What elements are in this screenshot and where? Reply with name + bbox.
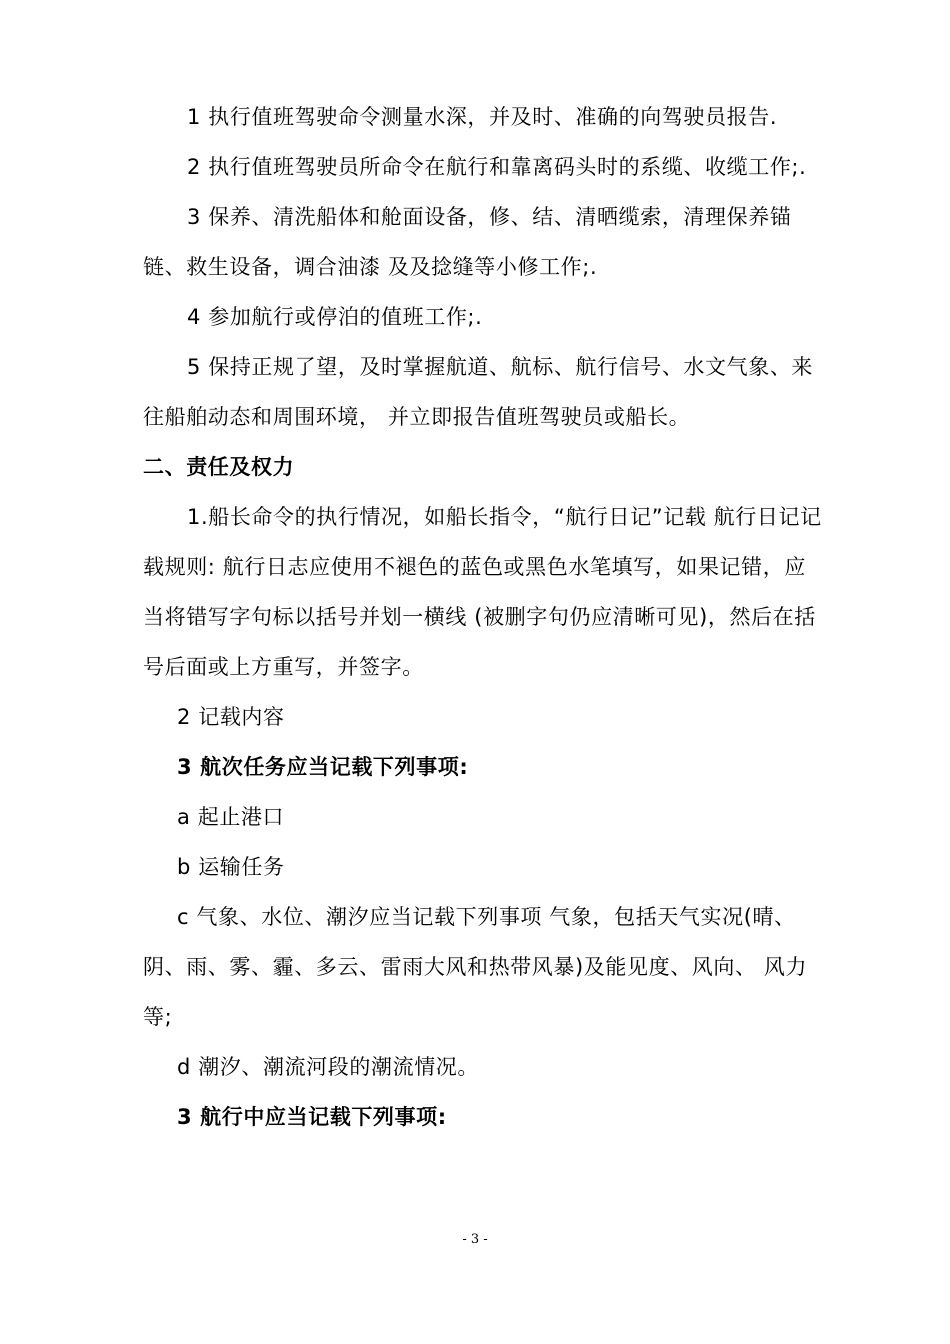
paragraph-duty-1: 1 执行值班驾驶命令测量水深，并及时、准确的向驾驶员报告. [187, 105, 778, 129]
paragraph-log-rules: 1.船长命令的执行情况，如船长指令，“航行日记”记载 航行日记记载规则: 航行日志应使用不褪色的蓝色或黑色水笔填写，如果记错，应当将错写字句标以括号并划一横线 (被删字句仍应清晰可见)，然后在括号后面或上方重写，并签字。 [143, 505, 822, 679]
paragraph-duty-5: 5 保持正规了望，及时掌握航道、航标、航行信号、水文气象、来往船舶动态和周围环境， 并立即报告值班驾驶员或船长。 [143, 355, 814, 429]
paragraph-duty-2: 2 执行值班驾驶员所命令在航行和靠离码头时的系缆、收缆工作;. [187, 155, 807, 179]
subheading-underway: 3 航行中应当记载下列事项: [177, 1105, 447, 1129]
document-body [143, 92, 823, 1142]
subheading-voyage-task: 3 航次任务应当记载下列事项: [177, 755, 469, 779]
section-heading: 二、责任及权力 [143, 455, 295, 479]
page-number: - 3 - [462, 1232, 488, 1247]
paragraph-duty-4: 4 参加航行或停泊的值班工作;. [187, 305, 483, 329]
paragraph-duty-3: 3 保养、清洗船体和舱面设备，修、结、清晒缆索，清理保养锚链、救生设备，调合油漆 及及捻缝等小修工作;. [143, 205, 792, 279]
list-item-transport: b 运输任务 [177, 855, 285, 879]
list-item-weather: c 气象、水位、潮汐应当记载下列事项 气象，包括天气实况(晴、阴、雨、雾、霾、多云、雷雨大风和热带风暴)及能见度、风向、 风力等; [143, 905, 808, 1029]
list-item-ports: a 起止港口 [177, 805, 285, 829]
paragraph-log-content: 2 记载内容 [177, 705, 285, 729]
list-item-tide: d 潮汐、潮流河段的潮流情况。 [177, 1055, 480, 1079]
